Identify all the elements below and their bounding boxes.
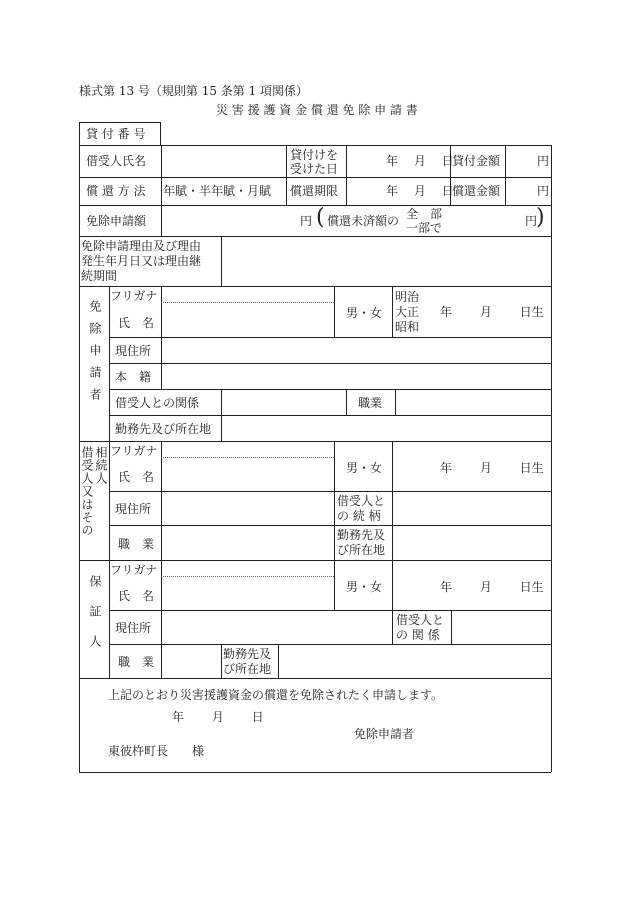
all-label: 全 部 — [406, 207, 443, 221]
guarantor-name-label: 氏 名 — [118, 589, 155, 603]
applicant-signature-label: 免除申請者 — [354, 727, 415, 741]
guarantor-relation-label-1: 借受人と — [396, 613, 445, 627]
guarantor-birth-ymd: 年 月 日生 — [440, 580, 544, 594]
repay-amount-yen: 円 — [537, 184, 550, 198]
reason-label-3: 続期間 — [81, 269, 118, 283]
heir-side-label-b: 借受人又はその — [80, 446, 94, 537]
loan-number-label: 貸 付 番 号 — [86, 127, 146, 141]
applicant-birth-ymd: 年 月 日生 — [440, 305, 544, 319]
applicant-furigana-label: フリガナ — [110, 289, 158, 303]
unpaid-yen: 円 — [525, 214, 538, 228]
applicant-era-showa[interactable]: 昭和 — [395, 320, 420, 334]
heir-job-label: 職 業 — [118, 537, 155, 551]
heir-furigana-label: フリガナ — [110, 444, 158, 458]
heir-birth-ymd: 年 月 日生 — [440, 461, 544, 475]
heir-relation-label-1: 借受人と — [337, 494, 386, 508]
applicant-relation-label: 借受人との関係 — [115, 396, 200, 410]
form-number: 様式第 13 号（規則第 15 条第 1 項関係） — [79, 84, 309, 98]
loan-amount-label: 貸付金額 — [452, 154, 501, 168]
guarantor-address-label: 現住所 — [115, 621, 152, 635]
repay-deadline-ymd: 年 月 日 — [386, 184, 454, 198]
application-statement: 上記のとおり災害援護資金の償還を免除されたく申請します。 — [108, 688, 444, 702]
applicant-era-taisho[interactable]: 大正 — [395, 305, 420, 319]
applicant-sex[interactable]: 男・女 — [346, 306, 383, 320]
repay-deadline-label: 償還期限 — [290, 184, 339, 198]
heir-relation-label-2: の 続 柄 — [337, 509, 381, 523]
open-paren: ( — [316, 205, 325, 230]
reason-label-2: 発生年月日又は理由継 — [81, 254, 202, 268]
repay-method-label: 償 還 方 法 — [86, 184, 146, 198]
applicant-era-meiji[interactable]: 明治 — [395, 290, 420, 304]
guarantor-furigana-label: フリガナ — [110, 563, 158, 577]
heir-name-label: 氏 名 — [118, 470, 155, 484]
guarantor-workplace-label-2: び所在地 — [223, 662, 272, 676]
reason-label-1: 免除申請理由及び理由 — [81, 239, 202, 253]
guarantor-relation-label-2: の 関 係 — [396, 628, 440, 642]
guarantor-workplace-label-1: 勤務先及 — [223, 647, 272, 661]
loan-date-ymd: 年 月 日 — [386, 154, 454, 168]
heir-workplace-label-2: び所在地 — [337, 543, 386, 557]
loan-amount-yen: 円 — [537, 154, 550, 168]
exempt-amount-yen: 円 — [300, 214, 313, 228]
exempt-amount-label: 免除申請額 — [86, 214, 147, 228]
guarantor-job-label: 職 業 — [118, 655, 155, 669]
addressee: 東彼杵町長 様 — [108, 744, 205, 758]
borrower-name-label: 借受人氏名 — [86, 154, 147, 168]
applicant-job-label: 職業 — [358, 396, 383, 410]
guarantor-side-label: 保証人 — [88, 575, 102, 665]
repay-amount-label: 償還金額 — [452, 184, 501, 198]
document-title: 災 害 援 護 資 金 償 還 免 除 申 請 書 — [216, 103, 418, 117]
applicant-address-label: 現住所 — [115, 344, 152, 358]
part-label: 一部で — [406, 221, 443, 235]
application-date: 年 月 日 — [172, 710, 264, 724]
applicant-workplace-label: 勤務先及び所在地 — [115, 422, 212, 436]
heir-side-label-a: 相続人 — [94, 446, 108, 485]
heir-address-label: 現住所 — [115, 502, 152, 516]
applicant-side-label: 免除申請者 — [88, 300, 102, 410]
loan-date-label-2: 受けた日 — [290, 162, 339, 176]
heir-workplace-label-1: 勤務先及 — [337, 528, 386, 542]
applicant-domicile-label: 本 籍 — [115, 370, 152, 384]
close-paren: ) — [536, 205, 545, 230]
repay-method-options[interactable]: 年賦・半年賦・月賦 — [163, 184, 272, 198]
unpaid-label: 償還未済額の — [327, 214, 400, 228]
applicant-name-label: 氏 名 — [118, 316, 155, 330]
loan-date-label: 貸付けを — [290, 148, 339, 162]
guarantor-sex[interactable]: 男・女 — [346, 580, 383, 594]
heir-sex[interactable]: 男・女 — [346, 461, 383, 475]
